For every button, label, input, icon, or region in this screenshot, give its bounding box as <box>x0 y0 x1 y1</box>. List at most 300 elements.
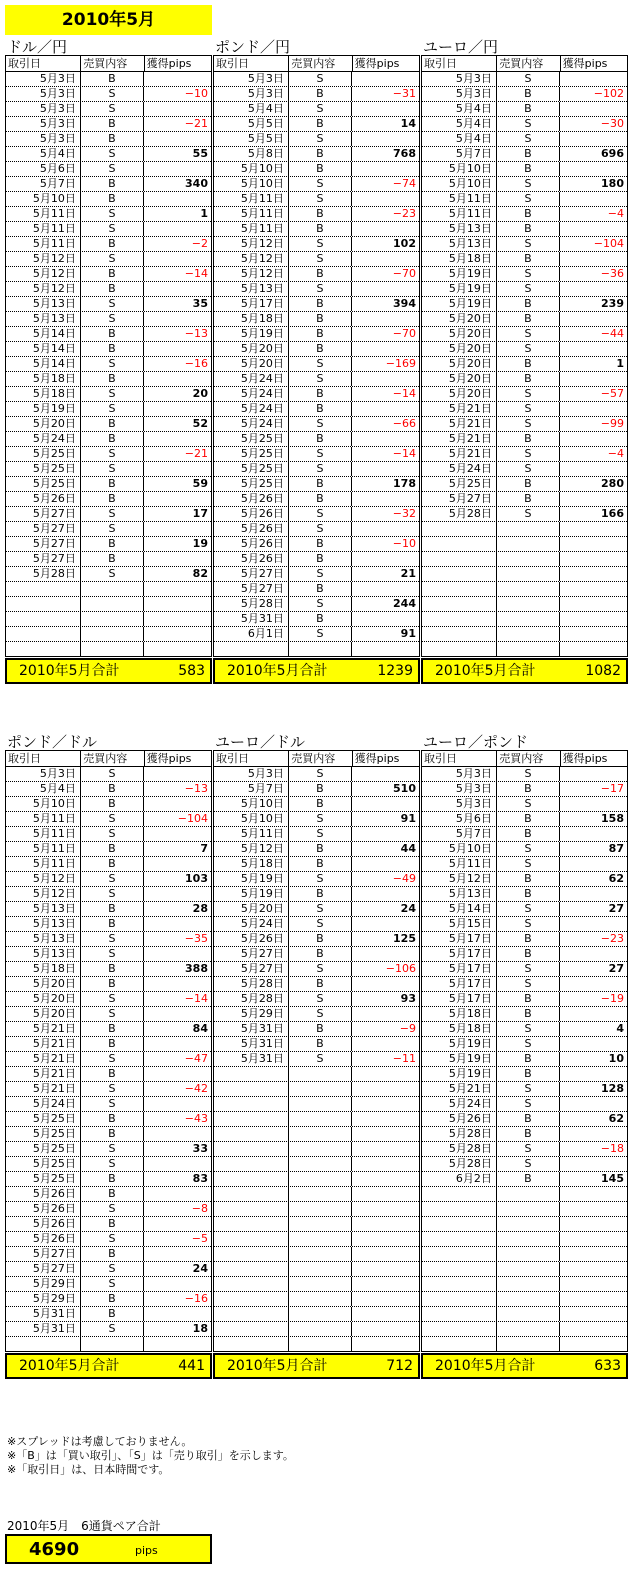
trade-table <box>5 750 212 1352</box>
cell-pips <box>560 312 627 326</box>
header-date: 取引日 <box>214 751 289 766</box>
table-row <box>6 1037 211 1052</box>
cell-side: B <box>289 267 352 281</box>
cell-date: 5月24日 <box>422 1097 497 1111</box>
cell-pips <box>560 102 627 116</box>
table-row <box>214 932 419 947</box>
table-row <box>422 962 627 977</box>
table-row <box>6 1292 211 1307</box>
cell-date <box>214 1112 289 1126</box>
cell-date: 5月7日 <box>6 177 81 191</box>
cell-side <box>289 1112 352 1126</box>
cell-date: 5月19日 <box>422 1052 497 1066</box>
cell-side <box>289 1202 352 1216</box>
cell-side <box>497 1232 560 1246</box>
cell-date: 5月21日 <box>6 1022 81 1036</box>
table-row <box>214 222 419 237</box>
table-row <box>6 1052 211 1067</box>
table-row <box>422 1142 627 1157</box>
table-row <box>6 812 211 827</box>
table-row <box>422 827 627 842</box>
cell-date: 5月3日 <box>6 102 81 116</box>
cell-side: B <box>289 432 352 446</box>
cell-date: 5月28日 <box>214 977 289 991</box>
cell-pips <box>144 192 211 206</box>
table-row <box>422 812 627 827</box>
cell-side <box>497 522 560 536</box>
table-row <box>214 977 419 992</box>
table-row <box>6 1187 211 1202</box>
table-row <box>6 1112 211 1127</box>
table-row <box>214 1067 419 1082</box>
cell-pips <box>352 1247 419 1261</box>
cell-side: B <box>289 932 352 946</box>
cell-date <box>422 642 497 656</box>
cell-pips: 20 <box>192 387 208 400</box>
table-row <box>214 1172 419 1187</box>
cell-date <box>422 1307 497 1321</box>
table-row <box>422 1022 627 1037</box>
cell-side: B <box>81 842 144 856</box>
table-row <box>6 872 211 887</box>
cell-pips <box>560 1067 627 1081</box>
cell-side: S <box>81 252 144 266</box>
cell-side <box>497 567 560 581</box>
cell-side: S <box>289 357 352 371</box>
table-row <box>6 312 211 327</box>
cell-side <box>289 1127 352 1141</box>
table-row <box>422 462 627 477</box>
table-row <box>6 767 211 782</box>
table-row <box>6 537 211 552</box>
table-row <box>422 117 627 132</box>
cell-pips <box>352 1217 419 1231</box>
cell-pips <box>144 522 211 536</box>
cell-pips: −14 <box>392 447 416 460</box>
cell-pips: −169 <box>385 357 416 370</box>
cell-date: 5月13日 <box>6 947 81 961</box>
cell-date: 5月3日 <box>422 87 497 101</box>
cell-pips <box>144 797 211 811</box>
cell-side: B <box>81 902 144 916</box>
cell-pips <box>352 1172 419 1186</box>
cell-date: 5月17日 <box>422 947 497 961</box>
cell-side: B <box>289 1037 352 1051</box>
cell-date: 5月4日 <box>422 117 497 131</box>
cell-date <box>422 627 497 641</box>
cell-date: 5月21日 <box>422 402 497 416</box>
cell-side <box>81 612 144 626</box>
table-row <box>214 267 419 282</box>
notes <box>7 1435 294 1477</box>
cell-side: S <box>81 1052 144 1066</box>
cell-pips: 696 <box>601 147 624 160</box>
cell-pips: −43 <box>184 1112 208 1125</box>
cell-date <box>214 1292 289 1306</box>
cell-side: S <box>81 767 144 781</box>
cell-date <box>214 1067 289 1081</box>
table-row <box>422 402 627 417</box>
cell-side: B <box>497 312 560 326</box>
table-row <box>6 147 211 162</box>
cell-date <box>422 582 497 596</box>
cell-side: S <box>81 87 144 101</box>
cell-date: 5月20日 <box>6 417 81 431</box>
cell-date: 5月28日 <box>214 992 289 1006</box>
cell-date <box>422 597 497 611</box>
table-row <box>422 1067 627 1082</box>
cell-date: 5月10日 <box>6 192 81 206</box>
cell-side: S <box>81 1097 144 1111</box>
cell-date: 5月3日 <box>214 767 289 781</box>
table-row <box>214 1292 419 1307</box>
table-row <box>214 87 419 102</box>
table-row <box>6 447 211 462</box>
table-row <box>6 417 211 432</box>
table-row <box>6 342 211 357</box>
cell-pips: 239 <box>601 297 624 310</box>
cell-pips <box>560 162 627 176</box>
cell-side: S <box>497 1142 560 1156</box>
cell-side <box>81 1337 144 1351</box>
cell-pips <box>144 1097 211 1111</box>
cell-pips: −21 <box>184 447 208 460</box>
cell-pips <box>352 492 419 506</box>
cell-pips <box>352 1067 419 1081</box>
cell-pips <box>352 1082 419 1096</box>
cell-side: S <box>289 177 352 191</box>
cell-side <box>497 582 560 596</box>
cell-pips: 24 <box>192 1262 208 1275</box>
cell-side: S <box>81 147 144 161</box>
cell-side: B <box>289 947 352 961</box>
cell-date <box>214 1127 289 1141</box>
table-row <box>214 992 419 1007</box>
total-value: 1239 <box>377 663 413 679</box>
table-row <box>422 387 627 402</box>
cell-pips: 10 <box>608 1052 624 1065</box>
table-row <box>214 812 419 827</box>
header-side: 売買内容 <box>81 56 144 71</box>
cell-pips: 27 <box>608 902 624 915</box>
table-row <box>214 342 419 357</box>
table-row <box>422 192 627 207</box>
cell-side: B <box>497 162 560 176</box>
cell-date: 5月11日 <box>6 237 81 251</box>
cell-side: S <box>497 917 560 931</box>
table-row <box>6 1157 211 1172</box>
cell-side: S <box>289 627 352 641</box>
cell-date: 5月31日 <box>214 612 289 626</box>
cell-side: B <box>289 342 352 356</box>
cell-pips <box>352 552 419 566</box>
table-row <box>6 1067 211 1082</box>
table-header <box>214 55 419 72</box>
cell-date: 5月27日 <box>6 552 81 566</box>
cell-side: B <box>81 117 144 131</box>
table-row <box>422 72 627 87</box>
cell-date: 5月3日 <box>422 782 497 796</box>
cell-date: 5月18日 <box>422 1022 497 1036</box>
cell-date: 5月11日 <box>214 207 289 221</box>
cell-date: 5月20日 <box>6 1007 81 1021</box>
cell-pips <box>560 1247 627 1261</box>
table-row <box>214 402 419 417</box>
table-row <box>422 1307 627 1322</box>
table-row <box>422 1097 627 1112</box>
total-value: 633 <box>594 1358 621 1374</box>
table-header <box>6 55 211 72</box>
cell-side: S <box>497 1097 560 1111</box>
total-label: 2010年5月合計 <box>435 663 536 679</box>
cell-date: 5月31日 <box>6 1322 81 1336</box>
table-row <box>214 237 419 252</box>
cell-side: B <box>81 782 144 796</box>
cell-pips <box>560 282 627 296</box>
cell-pips <box>352 222 419 236</box>
table-row <box>6 627 211 642</box>
header-date: 取引日 <box>6 56 81 71</box>
cell-date: 5月7日 <box>422 147 497 161</box>
cell-side: S <box>81 1322 144 1336</box>
table-row <box>422 1247 627 1262</box>
table-row <box>422 222 627 237</box>
table-row <box>214 507 419 522</box>
cell-date: 5月8日 <box>214 147 289 161</box>
cell-pips <box>560 432 627 446</box>
cell-date: 5月19日 <box>422 282 497 296</box>
cell-side <box>497 642 560 656</box>
cell-pips <box>560 552 627 566</box>
cell-pips <box>144 1277 211 1291</box>
header-side: 売買内容 <box>289 751 352 766</box>
cell-side: S <box>81 1277 144 1291</box>
grand-total-value: 4690 <box>29 1539 80 1560</box>
table-row <box>6 327 211 342</box>
cell-pips <box>560 767 627 781</box>
table-row <box>214 1127 419 1142</box>
cell-date <box>422 1277 497 1291</box>
cell-date <box>214 1322 289 1336</box>
cell-side: S <box>81 887 144 901</box>
table-row <box>214 72 419 87</box>
cell-side <box>289 1292 352 1306</box>
cell-side: B <box>81 477 144 491</box>
cell-pips: 62 <box>608 1112 624 1125</box>
table-row <box>6 902 211 917</box>
cell-date: 5月19日 <box>214 872 289 886</box>
cell-date: 5月24日 <box>214 387 289 401</box>
cell-pips <box>560 222 627 236</box>
cell-side: B <box>289 402 352 416</box>
table-row <box>422 1187 627 1202</box>
cell-side: B <box>289 797 352 811</box>
cell-pips: 340 <box>185 177 208 190</box>
table-row <box>6 857 211 872</box>
cell-pips: −102 <box>593 87 624 100</box>
page-title: 2010年5月 <box>5 5 212 35</box>
cell-pips <box>560 492 627 506</box>
cell-side: S <box>497 177 560 191</box>
cell-side: B <box>289 612 352 626</box>
cell-date: 5月20日 <box>6 992 81 1006</box>
cell-pips <box>144 1337 211 1351</box>
cell-side: S <box>497 902 560 916</box>
cell-side: B <box>81 492 144 506</box>
cell-date: 5月11日 <box>422 192 497 206</box>
cell-date: 5月18日 <box>422 1007 497 1021</box>
cell-pips: −11 <box>392 1052 416 1065</box>
table-row <box>214 1322 419 1337</box>
cell-side <box>497 1292 560 1306</box>
table-row <box>214 492 419 507</box>
cell-pips: −44 <box>600 327 624 340</box>
cell-pips <box>352 402 419 416</box>
table-row <box>422 1202 627 1217</box>
cell-date <box>422 612 497 626</box>
cell-pips <box>144 1307 211 1321</box>
cell-side <box>497 1322 560 1336</box>
cell-date: 5月25日 <box>214 477 289 491</box>
cell-date <box>214 1217 289 1231</box>
cell-pips <box>560 642 627 656</box>
cell-side: S <box>497 977 560 991</box>
cell-date: 5月5日 <box>214 132 289 146</box>
cell-date: 5月26日 <box>6 1187 81 1201</box>
cell-side: S <box>81 222 144 236</box>
table-row <box>6 1217 211 1232</box>
cell-side <box>81 582 144 596</box>
cell-pips <box>144 917 211 931</box>
table-row <box>214 297 419 312</box>
table-row <box>6 102 211 117</box>
table-row <box>422 537 627 552</box>
cell-pips <box>560 462 627 476</box>
cell-date: 5月18日 <box>6 962 81 976</box>
cell-pips: −14 <box>392 387 416 400</box>
cell-pips: 102 <box>393 237 416 250</box>
cell-date: 5月27日 <box>6 522 81 536</box>
cell-date: 5月10日 <box>214 797 289 811</box>
pair-name: ユーロ／円 <box>423 38 499 56</box>
cell-side: B <box>289 87 352 101</box>
cell-date: 5月11日 <box>422 207 497 221</box>
table-header <box>422 750 627 767</box>
table-row <box>422 267 627 282</box>
cell-side <box>497 1247 560 1261</box>
cell-date: 5月25日 <box>6 462 81 476</box>
cell-date: 5月27日 <box>6 1247 81 1261</box>
cell-pips <box>560 1127 627 1141</box>
cell-pips: 59 <box>192 477 208 490</box>
cell-pips <box>560 1187 627 1201</box>
table-row <box>422 207 627 222</box>
cell-side: B <box>81 537 144 551</box>
cell-date: 5月3日 <box>6 132 81 146</box>
table-row <box>214 567 419 582</box>
table-row <box>6 932 211 947</box>
table-row <box>422 327 627 342</box>
cell-date: 5月11日 <box>214 192 289 206</box>
note-bs: ※「B」は「買い取引」、「S」は「売り取引」を示します。 <box>7 1449 294 1462</box>
pair-name: ユーロ／ポンド <box>423 733 529 751</box>
cell-side: B <box>497 782 560 796</box>
cell-pips: 24 <box>400 902 416 915</box>
cell-pips: −13 <box>184 782 208 795</box>
cell-side: B <box>497 147 560 161</box>
cell-side: B <box>81 132 144 146</box>
header-date: 取引日 <box>422 751 497 766</box>
cell-pips <box>560 1157 627 1171</box>
cell-date: 5月14日 <box>6 342 81 356</box>
cell-pips <box>352 1322 419 1336</box>
cell-date: 5月19日 <box>422 1037 497 1051</box>
table-row <box>6 117 211 132</box>
cell-side: S <box>289 597 352 611</box>
cell-date: 5月24日 <box>214 372 289 386</box>
cell-date: 5月26日 <box>214 492 289 506</box>
cell-pips: 394 <box>393 297 416 310</box>
cell-date <box>214 1247 289 1261</box>
cell-pips <box>352 162 419 176</box>
cell-side: S <box>289 1007 352 1021</box>
cell-pips <box>352 767 419 781</box>
cell-pips <box>560 612 627 626</box>
cell-pips: 158 <box>601 812 624 825</box>
cell-date <box>6 1337 81 1351</box>
cell-date: 5月3日 <box>214 87 289 101</box>
cell-side <box>81 627 144 641</box>
cell-side: S <box>289 462 352 476</box>
table-row <box>6 237 211 252</box>
table-row <box>422 947 627 962</box>
table-row <box>6 1142 211 1157</box>
cell-side: B <box>289 162 352 176</box>
cell-pips <box>352 1262 419 1276</box>
cell-date <box>6 597 81 611</box>
cell-side: S <box>81 297 144 311</box>
cell-date: 5月24日 <box>214 402 289 416</box>
cell-date: 5月10日 <box>6 797 81 811</box>
cell-date: 5月29日 <box>6 1292 81 1306</box>
cell-pips <box>560 567 627 581</box>
cell-side <box>289 1262 352 1276</box>
cell-date <box>422 552 497 566</box>
cell-side: B <box>81 1217 144 1231</box>
cell-side <box>289 642 352 656</box>
cell-side: S <box>81 567 144 581</box>
cell-pips <box>144 827 211 841</box>
table-row <box>6 387 211 402</box>
cell-pips: −16 <box>184 357 208 370</box>
header-pips: 獲得pips <box>146 752 192 765</box>
header-pips: 獲得pips <box>562 57 608 70</box>
cell-date: 5月13日 <box>6 902 81 916</box>
cell-pips: −104 <box>593 237 624 250</box>
cell-date: 5月12日 <box>214 237 289 251</box>
cell-date <box>214 1262 289 1276</box>
table-row <box>6 267 211 282</box>
total-value: 441 <box>178 1358 205 1374</box>
table-row <box>214 1277 419 1292</box>
cell-date <box>422 1337 497 1351</box>
cell-side: S <box>497 1022 560 1036</box>
cell-side: S <box>497 117 560 131</box>
cell-date: 5月3日 <box>6 117 81 131</box>
cell-date: 5月25日 <box>422 477 497 491</box>
table-row <box>214 582 419 597</box>
cell-side: S <box>497 267 560 281</box>
